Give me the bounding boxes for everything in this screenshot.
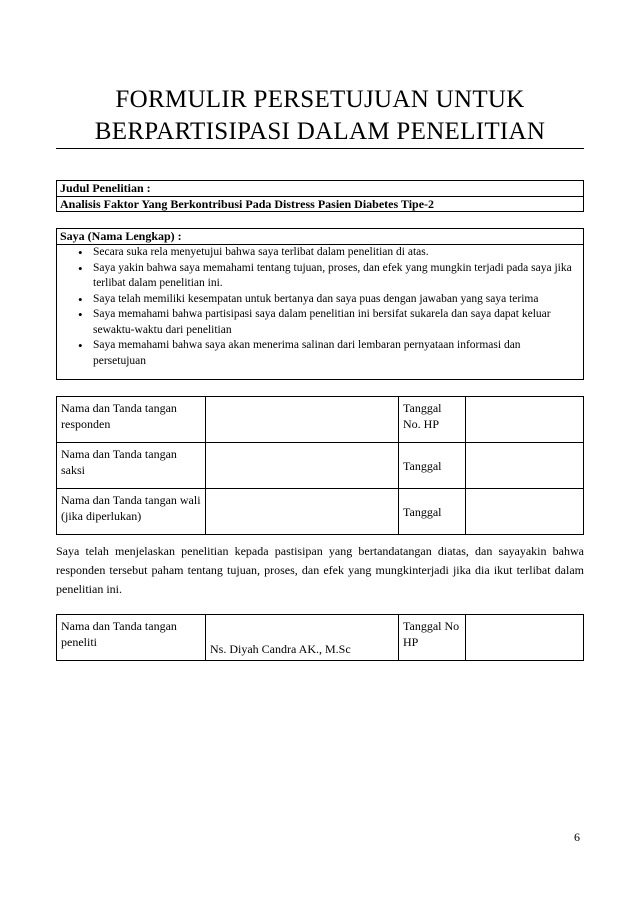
table-row <box>57 397 584 443</box>
table-row <box>57 615 584 661</box>
statement-list <box>57 245 583 369</box>
date-label-responden: Tanggal No. HP <box>399 397 466 443</box>
title-underline <box>56 148 584 149</box>
signature-field-responden[interactable] <box>206 397 399 443</box>
signature-field-wali[interactable] <box>206 489 399 535</box>
signature-label-saksi: Nama dan Tanda tangan saksi <box>57 443 206 489</box>
title-line-1: FORMULIR PERSETUJUAN UNTUK <box>115 86 525 113</box>
research-title-label: Judul Penelitian : <box>60 181 151 195</box>
statement-item: • Saya memahami bahwa saya akan menerima salinan dari lembaran pernyataan informasi dan persetujuan <box>57 338 573 369</box>
researcher-signature-table <box>56 614 584 661</box>
date-field-saksi[interactable] <box>466 443 584 489</box>
research-title-value: Analisis Faktor Yang Berkontribusi Pada Distress Pasien Diabetes Tipe-2 <box>57 196 583 212</box>
date-field-wali[interactable] <box>466 489 584 535</box>
date-label-wali: Tanggal <box>399 489 466 535</box>
consent-statements-box <box>56 228 584 380</box>
statement-item: • Saya memahami bahwa partisipasi saya dalam penelitian ini bersifat sukarela dan saya dapat keluar sewaktu-waktu dari penelitian <box>57 307 573 338</box>
signature-label-wali: Nama dan Tanda tangan wali (jika diperlukan) <box>57 489 206 535</box>
date-field-responden[interactable] <box>466 397 584 443</box>
signature-table <box>56 396 584 535</box>
table-row <box>57 443 584 489</box>
statement-item: • Saya yakin bahwa saya memahami tentang tujuan, proses, dan efek yang mungkin terjadi pada saya jika terlibat dalam penelitian ini. <box>57 261 573 292</box>
statement-item: • Saya telah memiliki kesempatan untuk bertanya dan saya puas dengan jawaban yang saya terima <box>57 292 573 308</box>
date-label-peneliti: Tanggal No HP <box>399 615 466 661</box>
form-title <box>56 84 584 148</box>
date-label-saksi: Tanggal <box>399 443 466 489</box>
signature-label-peneliti: Nama dan Tanda tangan peneliti <box>57 615 206 661</box>
date-field-peneliti[interactable] <box>466 615 584 661</box>
participant-name-label: Saya (Nama Lengkap) : <box>57 229 583 245</box>
statement-item: • Secara suka rela menyetujui bahwa saya terlibat dalam penelitian di atas. <box>57 245 573 261</box>
table-row <box>57 489 584 535</box>
signature-label-responden: Nama dan Tanda tangan responden <box>57 397 206 443</box>
signature-field-saksi[interactable] <box>206 443 399 489</box>
research-title-box <box>56 180 584 212</box>
researcher-explanation: Saya telah menjelaskan penelitian kepada pastisipan yang bertandatangan diatas, dan sayayakin bahwa responden tersebut paham tentang tujuan, proses, dan efek yang mungkinterjadi jika dia ikut terlibat dalam penelitian ini. <box>56 544 584 596</box>
page-number: 6 <box>574 830 580 844</box>
title-line-2: BERPARTISIPASI DALAM PENELITIAN <box>94 118 546 145</box>
researcher-name: Ns. Diyah Candra AK., M.Sc <box>206 615 399 661</box>
